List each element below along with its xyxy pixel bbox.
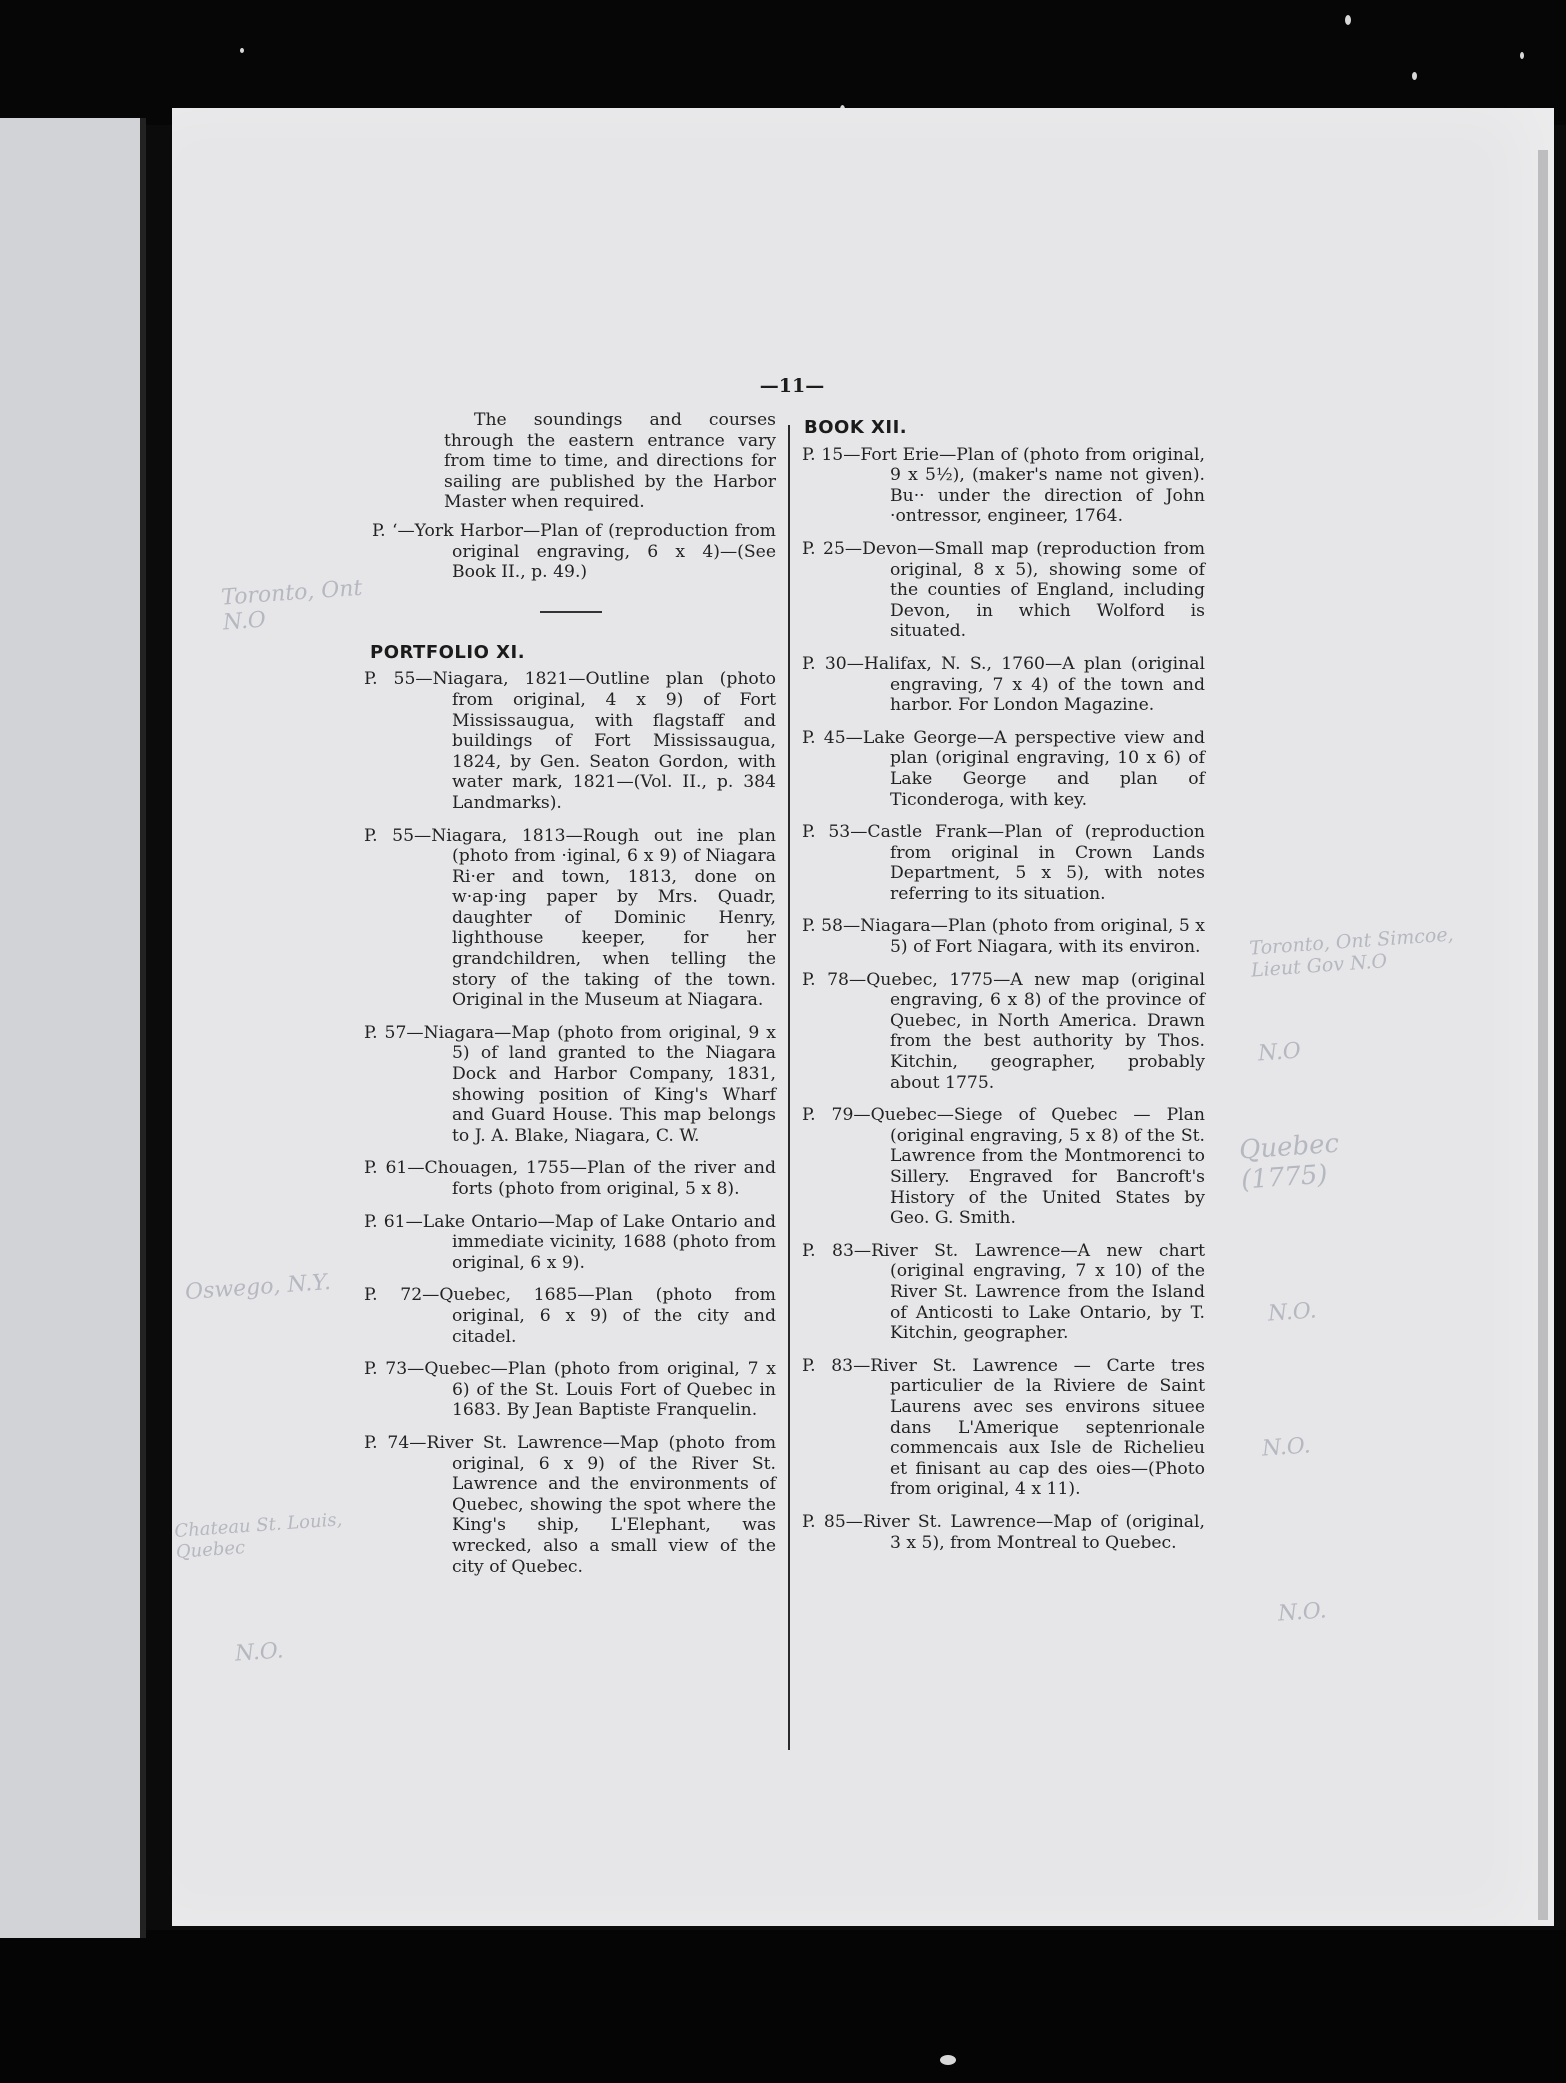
entry-ref: P. 74— — [364, 1432, 427, 1453]
entry-text: River St. Lawrence — Carte tres particulier de la Riviere de Saint Laurens avec ses environs situee dans L'Amerique septenrionale commencais aux Isle de Richelieu et finisant au cap des oies—(Photo from original, 4 x 11). — [870, 1355, 1205, 1500]
entry-text: Lake Ontario—Map of Lake Ontario and immediate vicinity, 1688 (photo from original, 6 x 9). — [422, 1211, 776, 1273]
catalog-entry — [364, 1023, 776, 1147]
handwritten-note: Oswego, N.Y. — [184, 1269, 332, 1306]
handwritten-note: Chateau St. Louis, Quebec — [173, 1509, 343, 1563]
dust-speck — [1520, 52, 1524, 59]
catalog-entry — [802, 445, 1205, 527]
handwritten-note: N.O. — [1277, 1598, 1328, 1627]
catalog-entry — [802, 916, 1205, 957]
entry-ref: P. 83— — [802, 1355, 871, 1376]
entry-text: Lake George—A perspective view and plan (original engraving, 10 x 6) of Lake George and plan of Ticonderoga, with key. — [862, 727, 1205, 810]
entry-text: Quebec—Plan (photo from original, 7 x 6) of the St. Louis Fort of Quebec in 1683. By Jean Baptiste Franquelin. — [424, 1359, 776, 1421]
left-column — [350, 410, 776, 1760]
adjacent-page-edge — [0, 118, 146, 1938]
catalog-entry — [802, 728, 1205, 810]
entry-ref: P. 83— — [802, 1240, 872, 1261]
entry-text: Quebec, 1775—A new map (original engraving, 6 x 8) of the province of Quebec, in North America. Drawn from the best authority by Thos. Kitchin, geographer, probably about 1775. — [866, 969, 1205, 1093]
dust-speck — [240, 48, 244, 53]
entry-ref: P. 58— — [802, 916, 861, 937]
entry-text: Halifax, N. S., 1760—A plan (original engraving, 7 x 4) of the town and harbor. For London Magazine. — [863, 653, 1205, 716]
page-number: —11— — [759, 375, 825, 397]
catalog-entry — [364, 1212, 776, 1274]
catalog-entry — [802, 539, 1205, 642]
entry-ref: P. 55— — [364, 669, 433, 690]
entry-ref: P. 55— — [364, 825, 432, 846]
catalog-entry — [802, 1105, 1205, 1229]
entry-text: Castle Frank—Plan of (reproduction from original in Crown Lands Department, 5 x 5), with notes referring to its situation. — [867, 822, 1205, 904]
entry-ref: P. 45— — [802, 727, 863, 748]
page-edge-shadow — [1538, 150, 1548, 1920]
handwritten-note: N.O — [1257, 1038, 1302, 1067]
dust-speck — [1345, 15, 1351, 25]
catalog-entry — [364, 1158, 776, 1199]
section-title-book: BOOK XII. — [804, 417, 908, 438]
entry-text: Niagara, 1813—Rough out ine plan (photo from ·iginal, 6 x 9) of Niagara Ri·er and town, 1813, done on w·ap·ing paper by Mrs. Quadr, daughter of Dominic Henry, lighthouse keeper, for her grandchildren, when telling the story of the taking of the town. Original in the Museum at Niagara. — [431, 825, 776, 1011]
scan-background-bottom — [0, 1930, 1566, 2083]
catalog-entry — [372, 521, 776, 583]
handwritten-note: Quebec (1775) — [1238, 1128, 1340, 1196]
catalog-entry — [802, 654, 1205, 716]
entry-ref: P. 72— — [364, 1285, 440, 1306]
handwritten-note: N.O. — [234, 1638, 285, 1667]
entry-text: Niagara, 1821—Outline plan (photo from original, 4 x 9) of Fort Mississaugua, with flagstaff and buildings of Fort Mississaugua, 1824, by Gen. Seaton Gordon, with water mark, 1821—(Vol. II., p. 384 Landmarks). — [432, 669, 776, 813]
entry-ref: P. 25— — [802, 538, 863, 559]
section-divider — [540, 611, 602, 613]
portfolio-entries — [364, 669, 776, 1577]
entry-ref: P. 79— — [802, 1105, 871, 1126]
entry-ref: P. 61— — [364, 1211, 423, 1232]
catalog-entry — [802, 1356, 1205, 1500]
entry-ref: P. 53— — [802, 822, 868, 843]
entry-text: Quebec, 1685—Plan (photo from original, 6 x 9) of the city and citadel. — [439, 1285, 776, 1347]
entry-ref: P. 85— — [802, 1511, 863, 1532]
lead-paragraph: The soundings and courses through the eastern entrance vary from time to time, and directions for sailing are published by the Harbor Master when required. — [444, 410, 776, 513]
catalog-entry — [364, 1359, 776, 1421]
entry-text: Devon—Small map (reproduction from original, 8 x 5), showing some of the counties of England, including Devon, in which Wolford is situated. — [862, 538, 1205, 642]
dust-speck — [1412, 72, 1417, 80]
entry-text: River St. Lawrence—Map of (original, 3 x 5), from Montreal to Quebec. — [862, 1511, 1205, 1553]
catalog-entry — [802, 970, 1205, 1094]
entry-ref: P. 73— — [364, 1359, 425, 1380]
section-title-portfolio: PORTFOLIO XI. — [370, 641, 526, 663]
entry-text: River St. Lawrence—A new chart (original engraving, 7 x 10) of the River St. Lawrence from the Island of Anticosti to Lake Ontario, by T. Kitchin, geographer. — [871, 1240, 1205, 1344]
entry-text: York Harbor—Plan of (reproduction from original engraving, 6 x 4)—(See Book II., p. 49.) — [414, 520, 776, 583]
dust-speck — [940, 2055, 956, 2065]
entry-text: Quebec—Siege of Quebec — Plan (original engraving, 5 x 8) of the St. Lawrence from the Montmorenci to Sillery. Engraved for Bancroft's History of the United States by Geo. G. Smith. — [870, 1105, 1205, 1229]
entry-text: Chouagen, 1755—Plan of the river and forts (photo from original, 5 x 8). — [424, 1158, 776, 1199]
handwritten-note: N.O. — [1261, 1433, 1312, 1462]
entry-ref: P. ‘— — [372, 520, 415, 541]
catalog-entry — [364, 826, 776, 1011]
entry-text: Fort Erie—Plan of (photo from original, 9 x 5½), (maker's name not given). Bu·· under the direction of John ·ontressor, engineer, 1764. — [860, 444, 1205, 527]
scan-background-top — [0, 0, 1566, 125]
entry-text: River St. Lawrence—Map (photo from original, 6 x 9) of the River St. Lawrence and the environments of Quebec, showing the spot where the King's ship, L'Elephant, was wrecked, also a small view of the city of Quebec. — [426, 1432, 776, 1577]
catalog-entry — [802, 1241, 1205, 1344]
entry-ref: P. 57— — [364, 1022, 424, 1043]
handwritten-note: Toronto, Ont N.O — [220, 575, 364, 636]
catalog-entry — [364, 1285, 776, 1347]
entry-ref: P. 30— — [802, 653, 864, 674]
entry-ref: P. 78— — [802, 969, 867, 990]
entry-text: Niagara—Plan (photo from original, 5 x 5) of Fort Niagara, with its environ. — [860, 916, 1205, 958]
catalog-entry — [364, 669, 776, 813]
handwritten-note: Toronto, Ont Simcoe, Lieut Gov N.O — [1248, 923, 1455, 982]
right-column — [790, 418, 1205, 1768]
catalog-entry — [802, 822, 1205, 904]
entry-ref: P. 61— — [364, 1158, 425, 1179]
entry-text: Niagara—Map (photo from original, 9 x 5) of land granted to the Niagara Dock and Harbor Company, 1831, showing position of King's Wharf and Guard House. This map belongs to J. A. Blake, Niagara, C. W. — [423, 1022, 776, 1146]
catalog-entry — [802, 1512, 1205, 1553]
entry-ref: P. 15— — [802, 444, 861, 465]
handwritten-note: N.O. — [1267, 1298, 1318, 1327]
book-entries — [802, 445, 1205, 1554]
catalog-entry — [364, 1433, 776, 1577]
